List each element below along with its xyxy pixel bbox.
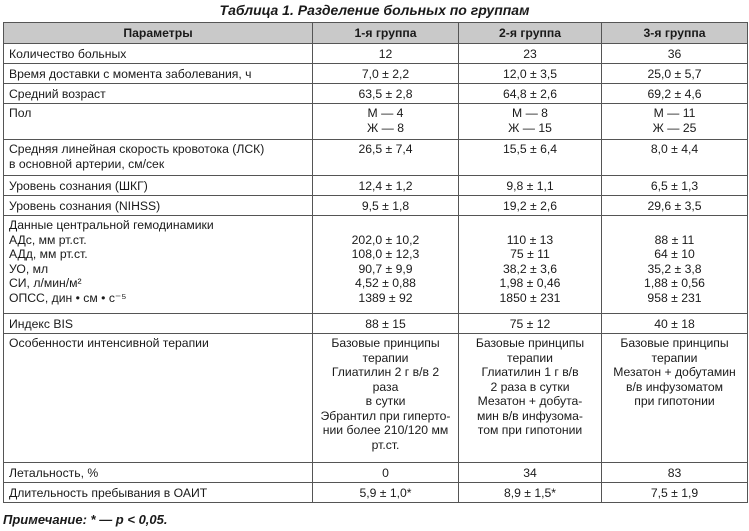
- cell-text-line: терапии: [362, 350, 409, 365]
- cell-text-line: 64,8 ± 2,6: [502, 87, 558, 101]
- row-group-2-cell: [459, 463, 602, 483]
- table-row: [4, 196, 748, 216]
- cell-text-line: 4,52 ± 0,88: [355, 276, 416, 290]
- cell-text-line: 202,0 ± 10,2: [351, 232, 420, 247]
- cell-text-line: 26,5 ± 7,4: [358, 142, 413, 156]
- cell-text-line: 9,8 ± 1,1: [506, 179, 554, 193]
- cell-text-line: УО, мл: [9, 261, 49, 276]
- row-group-3-cell: [602, 84, 748, 104]
- table-row: [4, 463, 748, 483]
- cell-text-line: 958 ± 231: [647, 290, 702, 305]
- cell-text-line: Данные центральной гемодинамики: [9, 218, 214, 232]
- table-row: [4, 44, 748, 64]
- row-parameter-cell: [4, 104, 313, 140]
- row-group-1-cell: [313, 196, 459, 216]
- cell-text-line: Базовые принципы: [620, 336, 729, 350]
- cell-text-line: 69,2 ± 4,6: [647, 87, 702, 101]
- row-group-2-cell: [459, 104, 602, 140]
- table-row: [4, 176, 748, 196]
- cell-text-line: 25,0 ± 5,7: [647, 67, 702, 81]
- cell-text-line: Ж — 15: [508, 120, 552, 135]
- row-group-1-cell: [313, 176, 459, 196]
- row-group-2-cell: [459, 314, 602, 334]
- row-group-3-cell: [602, 216, 748, 314]
- table-row: [4, 314, 748, 334]
- row-parameter-cell: [4, 483, 313, 503]
- row-parameter-cell: [4, 334, 313, 463]
- row-group-2-cell: [459, 44, 602, 64]
- row-group-1-cell: [313, 84, 459, 104]
- row-group-1-cell: [313, 44, 459, 64]
- cell-text-line: терапии: [651, 350, 698, 365]
- cell-text-line: при гипотонии: [634, 394, 715, 408]
- table-row: [4, 84, 748, 104]
- cell-text-line: мин в/в инфузома-: [477, 408, 583, 423]
- row-group-3-cell: [602, 176, 748, 196]
- row-group-3-cell: [602, 314, 748, 334]
- cell-text-line: 1,88 ± 0,56: [644, 276, 705, 290]
- cell-text-line: 1850 ± 231: [499, 290, 561, 305]
- row-group-2-cell: [459, 176, 602, 196]
- cell-text-line: 0: [382, 466, 389, 480]
- cell-text-line: Индекс BIS: [9, 317, 73, 331]
- cell-text-line: [607, 218, 742, 233]
- row-parameter-cell: [4, 463, 313, 483]
- row-group-1-cell: [313, 463, 459, 483]
- cell-text-line: 75 ± 12: [509, 317, 551, 331]
- cell-text-line: Глиатилин 2 г в/в 2 раза: [331, 365, 440, 394]
- cell-text-line: рт.ст.: [371, 437, 400, 452]
- header-group-1: 1-я группа: [313, 23, 459, 44]
- row-group-1-cell: [313, 104, 459, 140]
- cell-text-line: АДс, мм рт.ст.: [9, 232, 87, 247]
- row-group-1-cell: [313, 483, 459, 503]
- cell-text-line: Летальность, %: [9, 466, 99, 480]
- table-header-row: [4, 23, 748, 44]
- table-row: [4, 334, 748, 463]
- cell-text-line: [318, 218, 453, 233]
- row-group-1-cell: [313, 334, 459, 463]
- row-group-3-cell: [602, 44, 748, 64]
- row-parameter-cell: [4, 216, 313, 314]
- table-row: [4, 483, 748, 503]
- cell-text-line: 7,5 ± 1,9: [650, 486, 699, 500]
- row-group-2-cell: [459, 216, 602, 314]
- cell-text-line: Ж — 25: [652, 120, 697, 135]
- cell-text-line: терапии: [507, 350, 553, 365]
- cell-text-line: Время доставки с момента заболевания, ч: [9, 67, 252, 81]
- table-row: [4, 64, 748, 84]
- cell-text-line: 35,2 ± 3,8: [647, 261, 702, 276]
- cell-text-line: 12,4 ± 1,2: [358, 179, 413, 193]
- header-group-2: 2-я группа: [459, 23, 602, 44]
- cell-text-line: 108,0 ± 12,3: [351, 247, 420, 261]
- cell-text-line: 1389 ± 92: [358, 290, 413, 305]
- row-group-2-cell: [459, 64, 602, 84]
- cell-text-line: Особенности интенсивной терапии: [9, 336, 209, 350]
- row-group-3-cell: [602, 334, 748, 463]
- row-group-3-cell: [602, 483, 748, 503]
- cell-text-line: 88 ± 15: [365, 317, 406, 331]
- cell-text-line: 75 ± 11: [510, 247, 550, 261]
- row-group-3-cell: [602, 104, 748, 140]
- cell-text-line: 8,0 ± 4,4: [650, 142, 699, 156]
- row-group-3-cell: [602, 64, 748, 84]
- cell-text-line: 12,0 ± 3,5: [502, 67, 558, 81]
- cell-text-line: Глиатилин 1 г в/в: [481, 365, 579, 379]
- row-parameter-cell: [4, 140, 313, 176]
- cell-text-line: 40 ± 18: [654, 317, 695, 331]
- cell-text-line: том при гипотонии: [477, 423, 583, 437]
- header-group-3: 3-я группа: [602, 23, 748, 44]
- row-group-2-cell: [459, 84, 602, 104]
- patient-groups-table: [3, 22, 748, 503]
- cell-text-line: 64 ± 10: [654, 247, 695, 261]
- cell-text-line: Мезатон + добута-: [477, 394, 583, 408]
- cell-text-line: 90,7 ± 9,9: [358, 261, 413, 276]
- cell-text-line: Ж — 8: [367, 120, 404, 135]
- row-parameter-cell: [4, 64, 313, 84]
- row-group-1-cell: [313, 314, 459, 334]
- row-parameter-cell: [4, 314, 313, 334]
- table-row: [4, 216, 748, 314]
- cell-text-line: 23: [523, 47, 537, 61]
- cell-text-line: 63,5 ± 2,8: [358, 87, 413, 101]
- row-parameter-cell: [4, 196, 313, 216]
- row-group-3-cell: [602, 196, 748, 216]
- cell-text-line: 36: [667, 47, 682, 61]
- row-group-1-cell: [313, 140, 459, 176]
- row-group-2-cell: [459, 196, 602, 216]
- cell-text-line: Длительность пребывания в ОАИТ: [9, 486, 208, 500]
- cell-text-line: СИ, л/мин/м²: [9, 276, 82, 290]
- row-parameter-cell: [4, 84, 313, 104]
- table-note: Примечание: * — p < 0,05.: [3, 512, 168, 527]
- cell-text-line: Эбрантил при гиперто-: [320, 408, 451, 423]
- cell-text-line: М — 8: [512, 106, 548, 120]
- cell-text-line: Средний возраст: [9, 87, 106, 101]
- cell-text-line: Мезатон + добутамин: [613, 365, 736, 379]
- row-group-2-cell: [459, 140, 602, 176]
- cell-text-line: в сутки: [365, 394, 406, 408]
- cell-text-line: 6,5 ± 1,3: [650, 179, 699, 193]
- row-parameter-cell: [4, 176, 313, 196]
- cell-text-line: 1,98 ± 0,46: [499, 276, 561, 290]
- cell-text-line: в/в инфузоматом: [626, 379, 723, 394]
- cell-text-line: 38,2 ± 3,6: [502, 261, 558, 276]
- cell-text-line: 34: [523, 466, 537, 480]
- cell-text-line: ОПСС, дин • см • с⁻⁵: [9, 290, 127, 305]
- cell-text-line: 9,5 ± 1,8: [361, 199, 410, 213]
- row-parameter-cell: [4, 44, 313, 64]
- cell-text-line: 8,9 ± 1,5*: [503, 486, 557, 500]
- row-group-1-cell: [313, 216, 459, 314]
- cell-text-line: Уровень сознания (NIHSS): [9, 199, 161, 213]
- row-group-2-cell: [459, 483, 602, 503]
- header-parameters: Параметры: [4, 23, 313, 44]
- table-row: [4, 140, 748, 176]
- cell-text-line: 29,6 ± 3,5: [647, 199, 702, 213]
- cell-text-line: М — 4: [367, 106, 404, 120]
- cell-text-line: Пол: [9, 106, 32, 120]
- cell-text-line: 110 ± 13: [506, 232, 554, 247]
- cell-text-line: Базовые принципы: [331, 336, 440, 350]
- cell-text-line: 12: [378, 47, 393, 61]
- cell-text-line: АДд, мм рт.ст.: [9, 247, 88, 261]
- row-group-2-cell: [459, 334, 602, 463]
- cell-text-line: 5,9 ± 1,0*: [359, 486, 412, 500]
- cell-text-line: Уровень сознания (ШКГ): [9, 179, 148, 193]
- row-group-3-cell: [602, 140, 748, 176]
- row-group-3-cell: [602, 463, 748, 483]
- cell-text-line: нии более 210/120 мм: [322, 423, 449, 437]
- cell-text-line: в основной артерии, см/сек: [9, 156, 165, 171]
- cell-text-line: 15,5 ± 6,4: [502, 142, 558, 156]
- row-group-1-cell: [313, 64, 459, 84]
- cell-text-line: Количество больных: [9, 47, 127, 61]
- cell-text-line: [464, 218, 596, 233]
- cell-text-line: 2 раза в сутки: [490, 379, 570, 394]
- cell-text-line: М — 11: [653, 106, 696, 120]
- cell-text-line: 7,0 ± 2,2: [361, 67, 410, 81]
- table-row: [4, 104, 748, 140]
- table-caption: Таблица 1. Разделение больных по группам: [219, 2, 530, 18]
- cell-text-line: 19,2 ± 2,6: [502, 199, 558, 213]
- cell-text-line: Базовые принципы: [475, 336, 585, 350]
- cell-text-line: 88 ± 11: [654, 232, 695, 247]
- cell-text-line: 83: [667, 466, 682, 480]
- cell-text-line: Средняя линейная скорость кровотока (ЛСК): [9, 142, 265, 156]
